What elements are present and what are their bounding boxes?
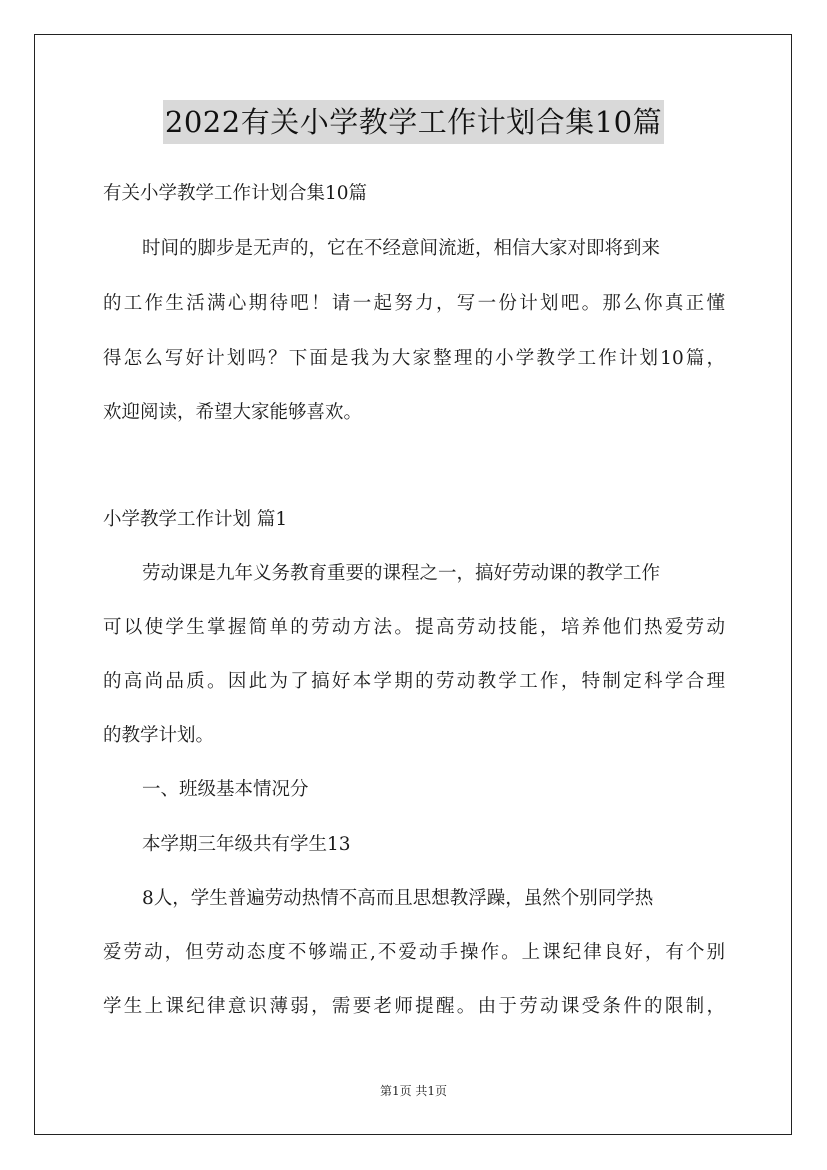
paragraph-line: 的高尚品质。因此为了搞好本学期的劳动教学工作，特制定科学合理 bbox=[103, 671, 725, 692]
title-container bbox=[0, 100, 827, 144]
paragraph-line: 时间的脚步是无声的，它在不经意间流逝，相信大家对即将到来 bbox=[142, 238, 661, 259]
paragraph-line: 的教学计划。 bbox=[103, 725, 215, 746]
paragraph-line: 本学期三年级共有学生13 bbox=[142, 834, 351, 855]
paragraph-line: 8人，学生普遍劳动热情不高而且思想教浮躁，虽然个别同学热 bbox=[142, 888, 654, 909]
section-heading: 小学教学工作计划 篇1 bbox=[103, 509, 288, 530]
paragraph-line: 欢迎阅读，希望大家能够喜欢。 bbox=[103, 402, 363, 423]
paragraph-line: 得怎么写好计划吗？下面是我为大家整理的小学教学工作计划10篇， bbox=[103, 348, 725, 369]
paragraph-line: 的工作生活满心期待吧！请一起努力，写一份计划吧。那么你真正懂 bbox=[103, 293, 725, 314]
page-footer: 第1页 共1页 bbox=[379, 1084, 448, 1098]
paragraph-line: 爱劳动，但劳动态度不够端正,不爱动手操作。上课纪律良好，有个别 bbox=[103, 942, 725, 963]
subtitle-line: 有关小学教学工作计划合集10篇 bbox=[103, 183, 368, 204]
subsection-heading: 一、班级基本情况分 bbox=[142, 779, 309, 800]
paragraph-line: 可以使学生掌握简单的劳动方法。提高劳动技能，培养他们热爱劳动 bbox=[103, 617, 725, 638]
document-title: 2022有关小学教学工作计划合集10篇 bbox=[163, 100, 664, 144]
paragraph-line: 学生上课纪律意识薄弱，需要老师提醒。由于劳动课受条件的限制， bbox=[103, 996, 725, 1017]
paragraph-line: 劳动课是九年义务教育重要的课程之一，搞好劳动课的教学工作 bbox=[142, 563, 661, 584]
